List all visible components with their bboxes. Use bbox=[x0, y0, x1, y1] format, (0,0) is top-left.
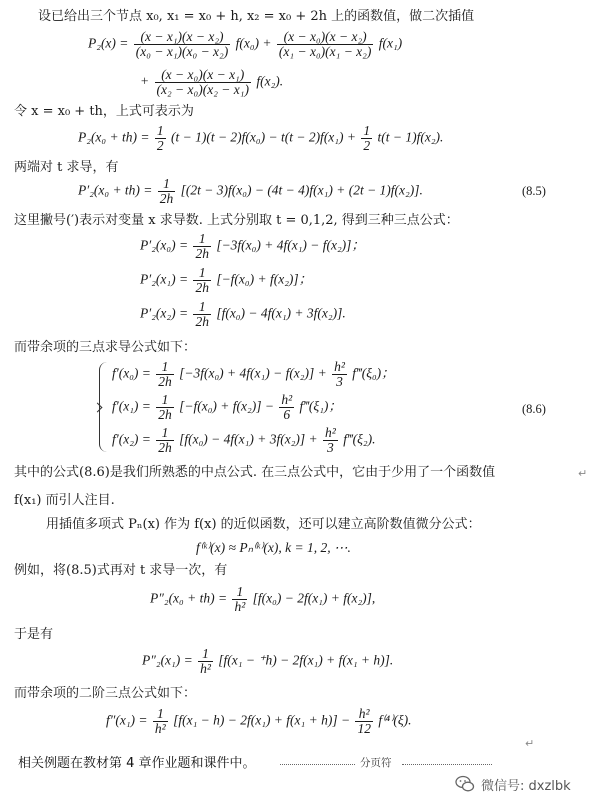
numerator: (x − x₀)(x − x₂) bbox=[277, 30, 373, 45]
denominator: (x₀ − x₁)(x₀ − x₂) bbox=[135, 44, 229, 59]
eq-term: [(2t − 3)f(x₀) − (4t − 4)f(x₁) + (2t − 1)f(x₂)]. bbox=[180, 182, 423, 198]
equation-number: (8.6) bbox=[522, 402, 546, 416]
equation-p2-t bbox=[78, 124, 443, 153]
eq-term: [f(x₀) − 4f(x₁) + 3f(x₂)]. bbox=[216, 305, 346, 321]
fraction bbox=[361, 124, 372, 153]
return-mark: ↵ bbox=[525, 737, 535, 750]
eq-lhs: f′(x₁) = bbox=[112, 398, 151, 414]
numerator: 1 bbox=[232, 585, 247, 600]
eq-lhs: P″₂(x₁) = bbox=[142, 652, 193, 668]
page-break-label: 分页符 bbox=[360, 757, 392, 769]
numerator: h² bbox=[355, 707, 373, 722]
fraction bbox=[155, 124, 166, 153]
fraction bbox=[232, 585, 247, 614]
denominator: 2h bbox=[158, 440, 172, 455]
eq-term: f‴(ξ₀)； bbox=[352, 365, 395, 381]
text-line: 例如，将(8.5)式再对 t 求导一次，有 bbox=[14, 563, 228, 578]
fraction bbox=[193, 300, 211, 329]
denominator: h² bbox=[234, 599, 246, 614]
equation-f-x0 bbox=[112, 360, 395, 389]
equation-f-x2 bbox=[112, 426, 375, 455]
fraction bbox=[323, 426, 338, 455]
eq-lhs: P₂(x) = bbox=[88, 35, 129, 51]
denominator: 2h bbox=[158, 374, 172, 389]
fraction bbox=[158, 177, 176, 206]
denominator: 6 bbox=[283, 407, 291, 422]
equation-p2 bbox=[88, 30, 402, 59]
fraction bbox=[355, 707, 373, 736]
numerator: 1 bbox=[156, 426, 174, 441]
denominator: (x₁ − x₀)(x₁ − x₂) bbox=[278, 44, 372, 59]
denominator: h² bbox=[154, 721, 166, 736]
equation-number: (8.5) bbox=[522, 184, 546, 198]
fraction bbox=[277, 30, 373, 59]
equation-8-5 bbox=[78, 177, 423, 206]
eq-term: [−f(x₀) + f(x₂)]； bbox=[216, 271, 313, 287]
footer-note: 相关例题在教材第 4 章作业题和课件中。 bbox=[18, 756, 256, 771]
text-line: 于是有 bbox=[14, 627, 54, 642]
fraction bbox=[332, 360, 347, 389]
page-break-line bbox=[280, 764, 355, 765]
numerator: (x − x₁)(x − x₂) bbox=[134, 30, 230, 45]
numerator: (x − x₀)(x − x₁) bbox=[155, 68, 251, 83]
return-mark: ↵ bbox=[578, 467, 588, 480]
denominator: (x₂ − x₀)(x₂ − x₁) bbox=[156, 82, 249, 97]
equation-p2-cont bbox=[140, 68, 283, 97]
numerator: h² bbox=[281, 392, 293, 407]
eq-term: [f(x₁ − h) − 2f(x₁) + f(x₁ + h)] − bbox=[173, 712, 351, 728]
eq-lhs: P′₂(x₂) = bbox=[140, 305, 189, 321]
eq-term: [−f(x₀) + f(x₂)] − bbox=[179, 398, 274, 414]
numerator: h² bbox=[325, 425, 336, 440]
denominator: 12 bbox=[357, 721, 371, 736]
denominator: 2h bbox=[158, 407, 172, 422]
denominator: 3 bbox=[336, 374, 343, 389]
denominator: 3 bbox=[327, 440, 334, 455]
eq-term: [−3f(x₀) + 4f(x₁) − f(x₂)] + bbox=[179, 365, 327, 381]
eq-term: f(x₂). bbox=[256, 73, 284, 89]
text-line: f(x₁) 而引人注目. bbox=[14, 493, 115, 508]
fraction bbox=[155, 68, 251, 97]
equation-p2-x0 bbox=[140, 232, 365, 261]
eq-term: + bbox=[140, 73, 150, 89]
eq-term: f‴(ξ₂). bbox=[343, 431, 376, 447]
eq-term: [f(x₀) − 2f(x₁) + f(x₂)], bbox=[252, 590, 376, 606]
text-line: 这里撇号(′)表示对变量 x 求导数. 上式分别取 t = 0,1,2, 得到三种三点公式： bbox=[14, 213, 459, 228]
equation-f-x1 bbox=[112, 393, 342, 422]
text-line: 而带余项的三点求导公式如下： bbox=[14, 340, 197, 355]
denominator: 2 bbox=[156, 138, 164, 153]
equation-p2-x1-second bbox=[142, 647, 393, 676]
text-line: 而带余项的二阶三点公式如下： bbox=[14, 686, 197, 701]
numerator: 1 bbox=[156, 360, 174, 375]
equation-p2-x2 bbox=[140, 300, 346, 329]
numerator: 1 bbox=[156, 393, 174, 408]
eq-lhs: f′(x₀) = bbox=[112, 365, 151, 381]
eq-lhs: P₂(x₀ + th) = bbox=[78, 129, 150, 145]
numerator: 1 bbox=[198, 647, 213, 662]
fraction bbox=[156, 426, 174, 455]
numerator: 1 bbox=[193, 232, 211, 247]
eq-term: f(x₀) + bbox=[235, 35, 272, 51]
page-break-line bbox=[402, 764, 492, 765]
text-line: 其中的公式(8.6)是我们所熟悉的中点公式. 在三点公式中，它由于少用了一个函数值 bbox=[14, 465, 496, 480]
denominator: 2h bbox=[195, 314, 209, 329]
equation-p2-x1 bbox=[140, 266, 312, 295]
denominator: 2h bbox=[195, 246, 209, 261]
fraction bbox=[198, 647, 213, 676]
numerator: 1 bbox=[363, 123, 371, 138]
numerator: 1 bbox=[156, 123, 164, 138]
equation-p2-second bbox=[150, 585, 375, 614]
text-line: 令 x = x₀ + th，上式可表示为 bbox=[14, 104, 194, 119]
fraction bbox=[156, 360, 174, 389]
fraction bbox=[193, 232, 211, 261]
denominator: h² bbox=[200, 661, 211, 676]
numerator: h² bbox=[334, 359, 345, 374]
fraction bbox=[193, 266, 211, 295]
text-line: 设已给出三个节点 x₀, x₁ = x₀ + h, x₂ = x₀ + 2h 上的函数值，做二次插值 bbox=[38, 9, 475, 24]
eq-lhs: P′₂(x₁) = bbox=[140, 271, 189, 287]
eq-term: f‴(ξ₁)； bbox=[299, 398, 342, 414]
wechat-watermark bbox=[455, 774, 571, 794]
fraction bbox=[153, 707, 168, 736]
fraction bbox=[156, 393, 174, 422]
equation-f-second bbox=[106, 707, 412, 736]
equation-high-order: f⁽ᵏ⁾(x) ≈ Pₙ⁽ᵏ⁾(x), k = 1, 2, ⋯. bbox=[196, 540, 351, 555]
eq-term: (t − 1)(t − 2)f(x₀) − t(t − 2)f(x₁) + bbox=[170, 129, 356, 145]
eq-lhs: f″(x₁) = bbox=[106, 712, 148, 728]
eq-term: f⁽⁴⁾(ξ). bbox=[378, 712, 412, 728]
text-line: 两端对 t 求导，有 bbox=[14, 160, 119, 175]
numerator: 1 bbox=[193, 300, 211, 315]
fraction bbox=[279, 393, 294, 422]
eq-lhs: P′₂(x₀ + th) = bbox=[78, 182, 153, 198]
left-brace bbox=[99, 362, 108, 452]
eq-term: [−3f(x₀) + 4f(x₁) − f(x₂)]； bbox=[216, 237, 365, 253]
eq-term: f(x₁) bbox=[378, 35, 403, 51]
eq-term: [f(x₀) − 4f(x₁) + 3f(x₂)] + bbox=[179, 431, 318, 447]
denominator: 2h bbox=[195, 280, 209, 295]
text-line: 用插值多项式 Pₙ(x) 作为 f(x) 的近似函数，还可以建立高阶数值微分公式： bbox=[46, 517, 481, 532]
wechat-icon bbox=[455, 774, 475, 794]
eq-term: t(t − 1)f(x₂). bbox=[377, 129, 444, 145]
fraction bbox=[134, 30, 230, 59]
numerator: 1 bbox=[193, 266, 211, 281]
numerator: 1 bbox=[153, 707, 168, 722]
numerator: 1 bbox=[158, 177, 176, 192]
eq-lhs: P″₂(x₀ + th) = bbox=[150, 590, 228, 606]
denominator: 2h bbox=[159, 191, 174, 206]
eq-lhs: P′₂(x₀) = bbox=[140, 237, 189, 253]
wechat-id-label: 微信号: dxzlbk bbox=[481, 778, 571, 794]
eq-term: [f(x₁ − ⁺h) − 2f(x₁) + f(x₁ + h)]. bbox=[218, 652, 394, 668]
denominator: 2 bbox=[363, 138, 371, 153]
eq-lhs: f′(x₂) = bbox=[112, 431, 151, 447]
